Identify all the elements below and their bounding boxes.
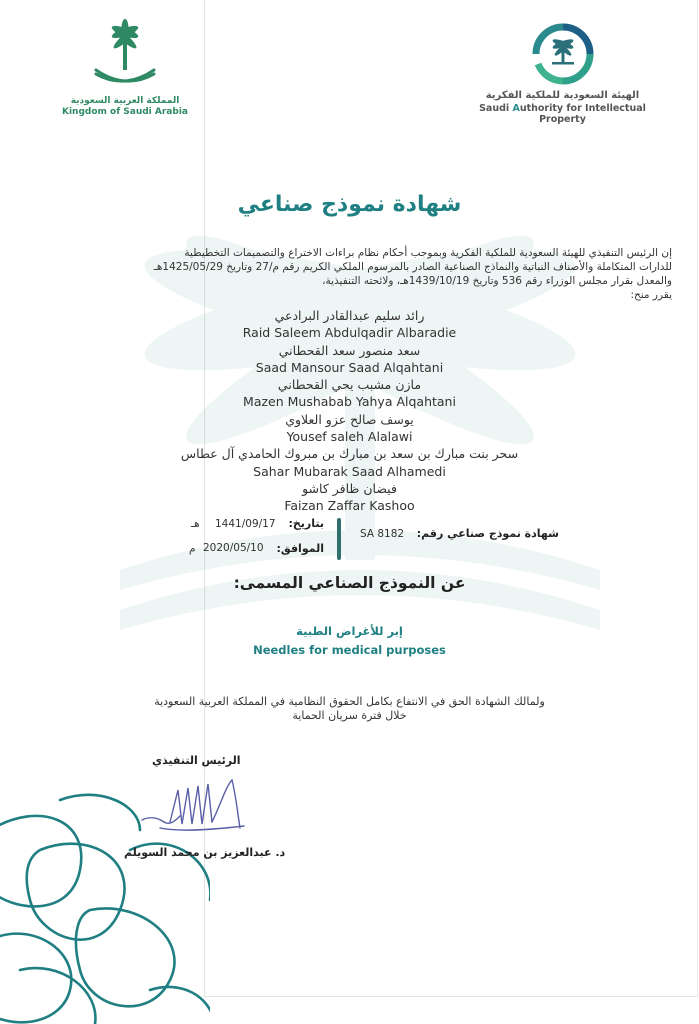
inventor-name-en: Sahar Mubarak Saad Alhamedi [253, 463, 446, 479]
design-heading: عن النموذج الصناعي المسمى: [233, 574, 466, 592]
saip-name-en-part3: uthority for Intellectual Property [519, 103, 646, 125]
gregorian-date-suffix: م [189, 543, 196, 555]
saip-name-en-part2: A [512, 103, 520, 114]
inventor-name-en: Yousef saleh Alalawi [286, 429, 413, 445]
inventor-name-ar: سحر بنت مبارك بن سعد بن مبارك بن مبروك الحامدي آل عطاس [180, 446, 519, 462]
saip-logo [455, 20, 670, 125]
ksa-logo [55, 18, 195, 117]
inventor-name-ar: يوسف صالح عزو العلاوي [285, 411, 414, 427]
preamble-line: يقرر منح: [630, 289, 672, 301]
signatory-name: د. عبدالعزيز بن محمد السويلم [124, 846, 286, 859]
certificate-title: شهادة نموذج صناعي [237, 192, 462, 217]
saip-name-en-part1: Saudi [479, 103, 513, 114]
preamble [36, 246, 672, 302]
palm-swords-emblem-icon [90, 18, 160, 94]
inventor-name-ar: مازن مشبب يحي القحطاني [277, 377, 422, 393]
rights-statement [0, 695, 699, 723]
ksa-name-ar: المملكة العربية السعودية [70, 96, 180, 106]
design-name-en: Needles for medical purposes [253, 643, 446, 657]
inventor-name-ar: سعد منصور سعد القحطاني [278, 342, 421, 358]
signatory-title: الرئيس التنفيذي [152, 754, 241, 767]
signature-icon [140, 776, 250, 836]
rights-line: ولمالك الشهادة الحق في الانتفاع بكامل الحقوق النظامية في المملكة العربية السعودية [154, 695, 545, 708]
rights-line: خلال فترة سريان الحماية [292, 709, 407, 722]
saip-palm-circle-icon [528, 20, 598, 86]
saip-name-ar: الهيئة السعودية للملكية الفكرية [485, 90, 640, 101]
design-name-ar: إبر للأغراض الطبية [296, 624, 403, 638]
hijri-date-label: بتاريخ: [288, 517, 324, 530]
ksa-name-en: Kingdom of Saudi Arabia [62, 107, 188, 117]
inventor-name-en: Saad Mansour Saad Alqahtani [255, 359, 444, 375]
inventor-name-en: Mazen Mushabab Yahya Alqahtani [243, 394, 456, 410]
preamble-line: إن الرئيس التنفيذي للهيئة السعودية للملكية الفكرية وبموجب أحكام نظام براءات الاختراع والتصميمات التخطيطية [184, 247, 672, 259]
saip-name-en [455, 103, 670, 125]
inventor-list [0, 307, 699, 515]
gregorian-date-value: 2020/05/10 [203, 542, 264, 554]
hijri-date-suffix: هـ [191, 518, 200, 530]
certificate-number-value: SA 8182 [360, 528, 405, 540]
inventor-name-ar: رائد سليم عبدالقادر البرادعي [274, 308, 425, 323]
inventor-name-ar: فيضان ظافر كاشو [302, 480, 397, 496]
gregorian-date-label: الموافق: [276, 542, 324, 555]
hijri-date-value: 1441/09/17 [215, 518, 276, 530]
certificate-number-label: شهادة نموذج صناعي رقم: [416, 527, 559, 540]
reference-divider [337, 518, 341, 560]
preamble-line: للدارات المتكاملة والأصناف النباتية والنماذج الصناعية الصادر بالمرسوم الملكي الكريم رقم م/27 وتاريخ 1425/05/29هـ [153, 261, 672, 273]
certificate-reference [0, 514, 699, 564]
inventor-name-en: Faizan Zaffar Kashoo [284, 498, 415, 514]
inventor-name-en: Raid Saleem Abdulqadir Albaradie [242, 325, 457, 341]
preamble-line: والمعدل بقرار مجلس الوزراء رقم 536 وتاريخ 1439/10/19هـ، ولائحته التنفيذية، [322, 275, 672, 287]
